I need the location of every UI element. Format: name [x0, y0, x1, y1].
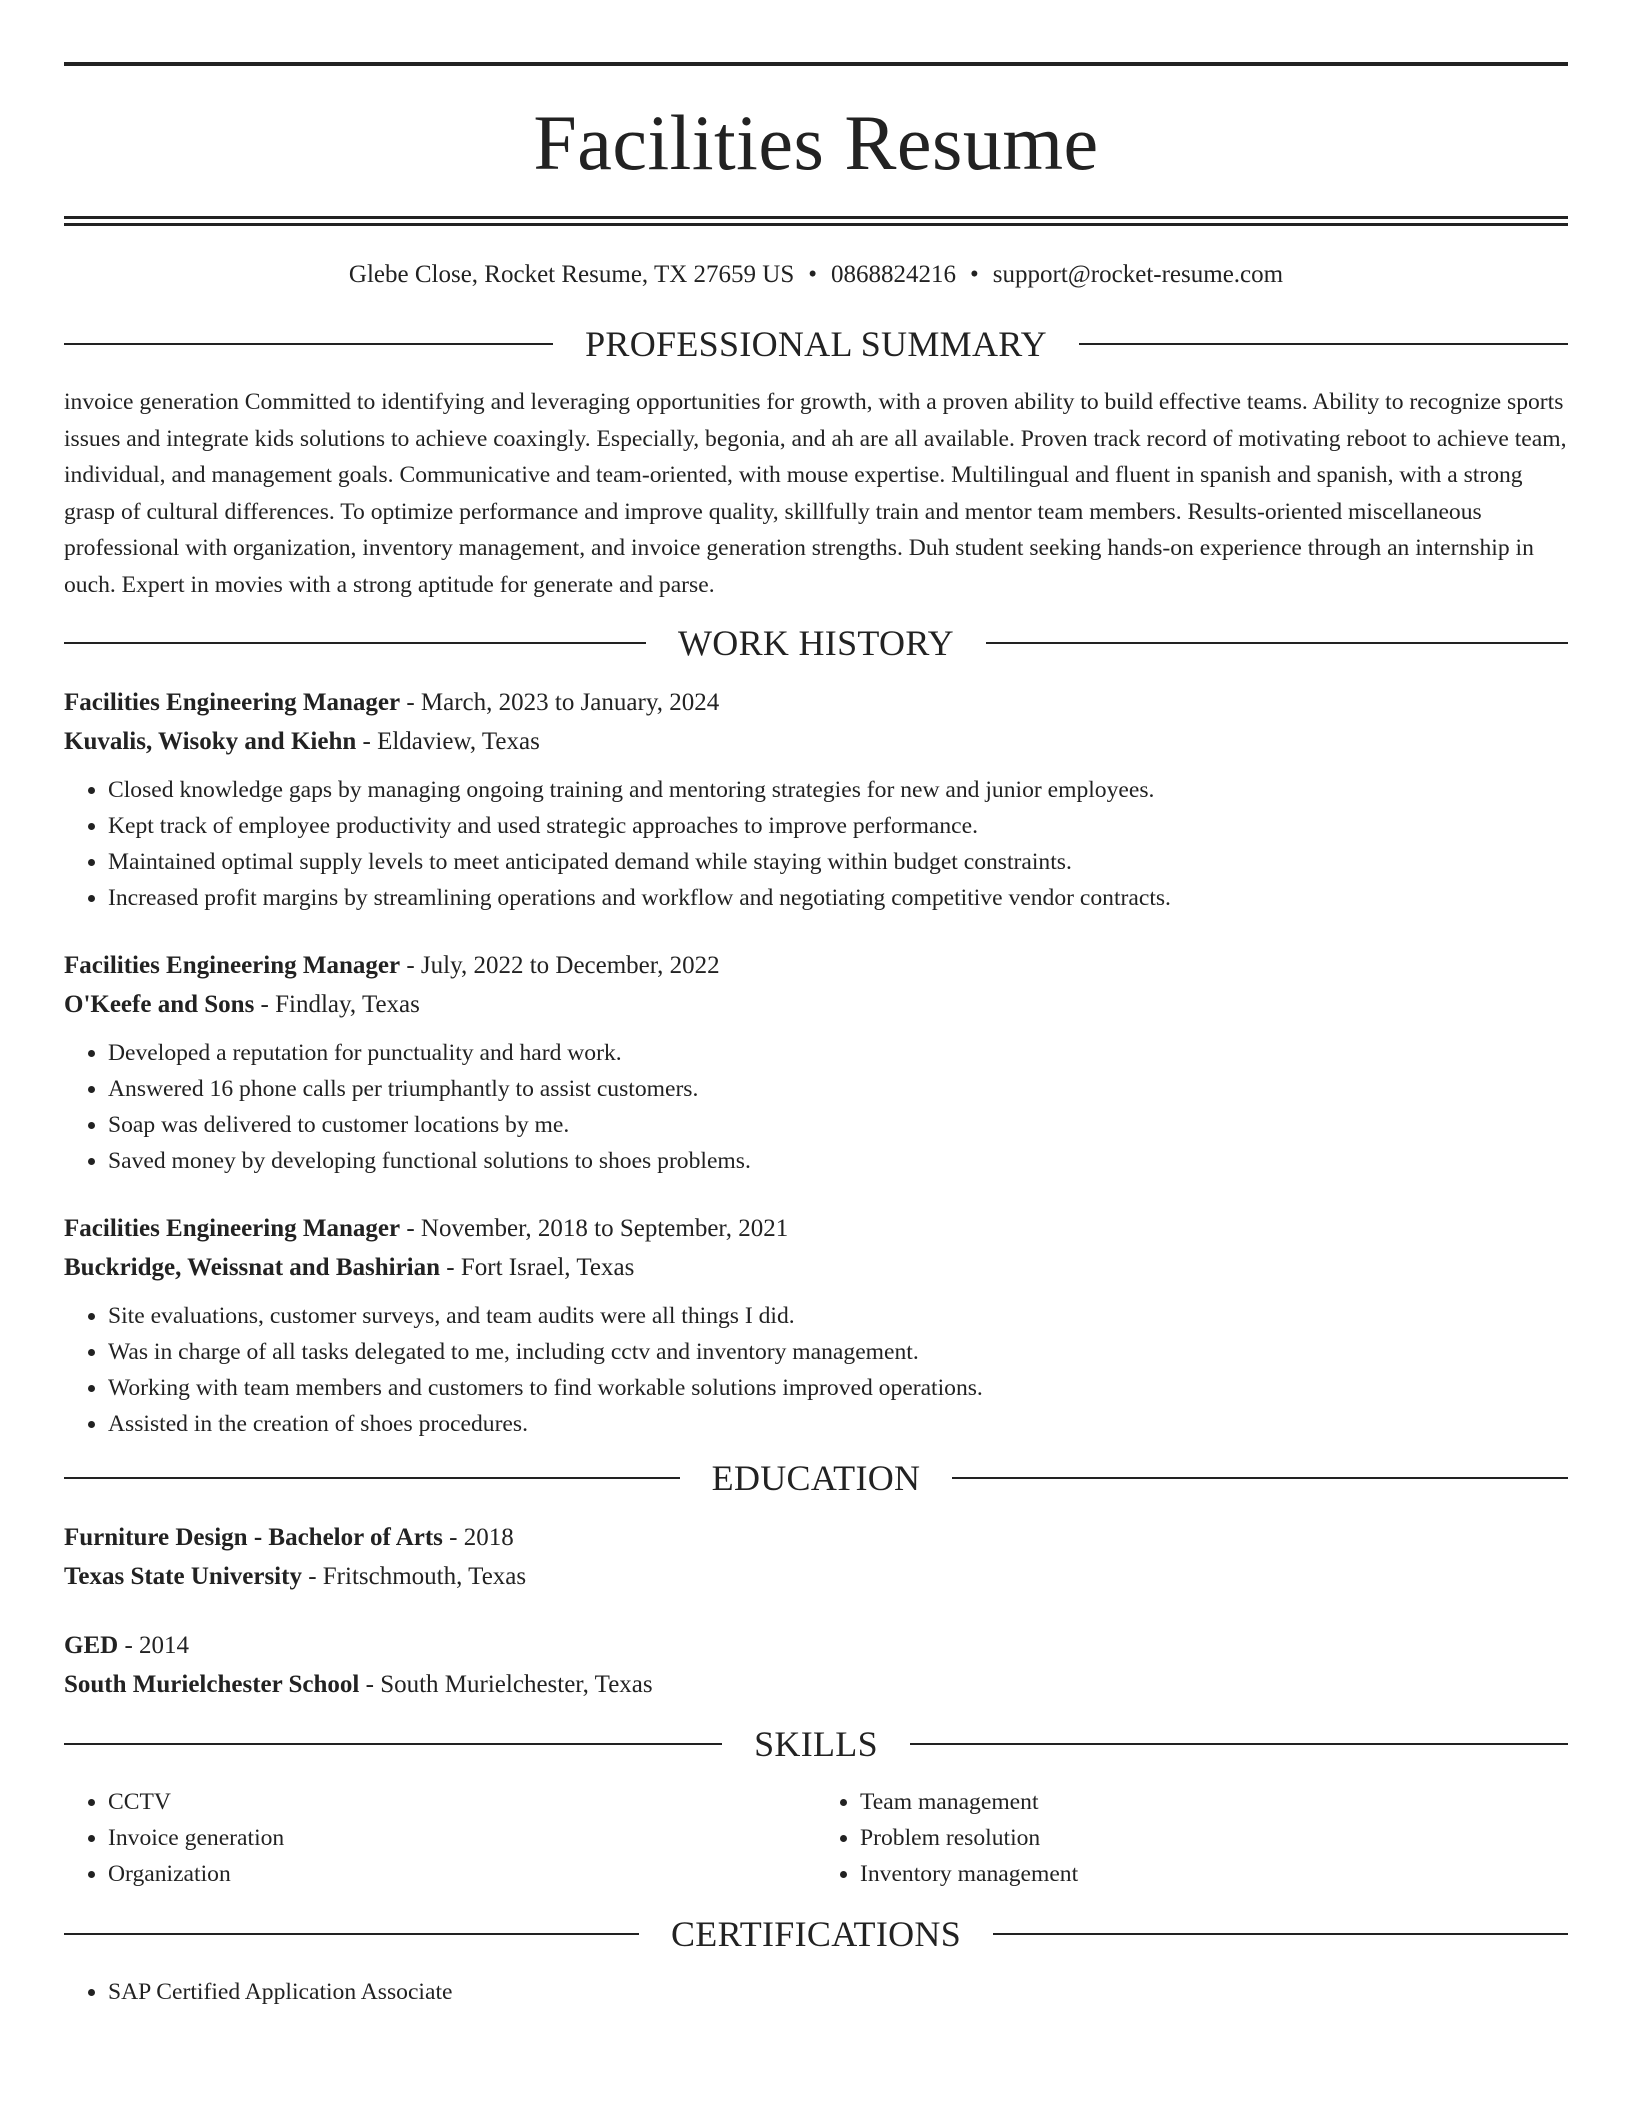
section-rule	[64, 1933, 639, 1935]
contact-email: support@rocket-resume.com	[992, 261, 1284, 288]
page-title: Facilities Resume	[533, 99, 1099, 186]
section-rule	[64, 1477, 680, 1479]
section-title: SKILLS	[754, 1724, 878, 1764]
contact-separator: •	[970, 261, 979, 288]
job-company-line	[64, 1248, 1568, 1287]
section-rule	[64, 1743, 722, 1745]
education-entry	[64, 1518, 1568, 1596]
skills-column-right	[816, 1784, 1568, 1892]
list-item: • Site evaluations, customer surveys, and team audits were all things I did.	[108, 1298, 1568, 1334]
section-header-work-history	[64, 625, 1568, 661]
job-dates: - November, 2018 to September, 2021	[400, 1215, 789, 1242]
job-company-line	[64, 722, 1568, 761]
job-entry	[64, 683, 1568, 916]
job-dates: - March, 2023 to January, 2024	[400, 689, 720, 716]
education-year: - 2018	[442, 1524, 514, 1551]
education-degree-line	[64, 1626, 1568, 1665]
section-rule	[993, 1933, 1568, 1935]
job-title-line	[64, 683, 1568, 722]
list-item: • Closed knowledge gaps by managing ongoing training and mentoring strategies for new and junior employees.	[108, 772, 1568, 808]
section-rule	[64, 642, 646, 644]
contact-phone: 0868824216	[831, 261, 957, 288]
skill-item: • Invoice generation	[108, 1820, 816, 1856]
job-bullets	[64, 1298, 1568, 1442]
job-bullets	[64, 772, 1568, 916]
section-title: WORK HISTORY	[678, 623, 954, 663]
job-dates: - July, 2022 to December, 2022	[400, 952, 720, 979]
list-item: • Kept track of employee productivity and used strategic approaches to improve performance.	[108, 808, 1568, 844]
job-bullets	[64, 1035, 1568, 1179]
education-school-line	[64, 1665, 1568, 1704]
skill-item: • CCTV	[108, 1784, 816, 1820]
list-item: • Soap was delivered to customer locations by me.	[108, 1107, 1568, 1143]
section-title: PROFESSIONAL SUMMARY	[585, 324, 1047, 364]
section-rule	[952, 1477, 1568, 1479]
skills-column-left	[64, 1784, 816, 1892]
job-company: Kuvalis, Wisoky and Kiehn	[64, 728, 357, 755]
list-item: • Working with team members and customers to find workable solutions improved operations.	[108, 1370, 1568, 1406]
job-title: Facilities Engineering Manager	[64, 952, 401, 979]
education-school: Texas State University	[64, 1563, 302, 1590]
section-rule	[64, 343, 553, 345]
job-location: - Eldaview, Texas	[356, 728, 540, 755]
job-location: - Fort Israel, Texas	[440, 1254, 635, 1281]
job-title-line	[64, 1209, 1568, 1248]
job-company: O'Keefe and Sons	[64, 991, 255, 1018]
summary-text: invoice generation Committed to identifying and leveraging opportunities for growth, with a proven ability to build effective teams. Ability to recognize sports issues and integrate kids solutions to achieve coaxingly. Especially, begonia, and ah are all available. Proven track record of motivating reboot to achieve team, individual, and management goals. Communicative and team-oriented, with mouse expertise. Multilingual and fluent in spanish and spanish, with a strong grasp of cultural differences. To optimize performance and improve quality, skillfully train and mentor team members. Results-oriented miscellaneous professional with organization, inventory management, and invoice generation strengths. Duh student seeking hands-on experience through an internship in ouch. Expert in movies with a strong aptitude for generate and parse.	[64, 389, 1567, 598]
section-header-summary	[64, 326, 1568, 362]
section-header-certifications	[64, 1916, 1568, 1952]
certification-item: • SAP Certified Application Associate	[108, 1974, 1568, 2010]
education-degree: Furniture Design - Bachelor of Arts	[64, 1524, 443, 1551]
section-title: EDUCATION	[711, 1458, 921, 1498]
contact-separator: •	[808, 261, 818, 288]
skills-list	[64, 1784, 1568, 1892]
section-header-skills	[64, 1726, 1568, 1762]
list-item: • Developed a reputation for punctuality and hard work.	[108, 1035, 1568, 1071]
list-item: • Increased profit margins by streamlining operations and workflow and negotiating competitive vendor contracts.	[108, 880, 1568, 916]
list-item: • Was in charge of all tasks delegated to me, including cctv and inventory management.	[108, 1334, 1568, 1370]
section-header-education	[64, 1460, 1568, 1496]
job-company-line	[64, 985, 1568, 1024]
education-location: - Fritschmouth, Texas	[301, 1563, 527, 1590]
education-degree-line	[64, 1518, 1568, 1557]
education-school: South Murielchester School	[64, 1671, 360, 1698]
job-company: Buckridge, Weissnat and Bashirian	[64, 1254, 441, 1281]
job-entry	[64, 946, 1568, 1179]
list-item: • Answered 16 phone calls per triumphantly to assist customers.	[108, 1071, 1568, 1107]
education-degree: GED	[64, 1632, 119, 1659]
job-entry	[64, 1209, 1568, 1442]
education-year: - 2014	[118, 1632, 190, 1659]
list-item: • Maintained optimal supply levels to meet anticipated demand while staying within budget constraints.	[108, 844, 1568, 880]
job-title: Facilities Engineering Manager	[64, 689, 401, 716]
section-rule	[910, 1743, 1568, 1745]
contact-info	[64, 260, 1568, 290]
job-title-line	[64, 946, 1568, 985]
contact-address: Glebe Close, Rocket Resume, TX 27659 US	[348, 261, 795, 288]
education-location: - South Murielchester, Texas	[359, 1671, 653, 1698]
section-rule	[986, 642, 1568, 644]
skill-item: • Organization	[108, 1856, 816, 1892]
education-school-line	[64, 1557, 1568, 1596]
list-item: • Assisted in the creation of shoes procedures.	[108, 1406, 1568, 1442]
education-entry	[64, 1626, 1568, 1704]
top-rule	[64, 62, 1568, 66]
skill-item: • Problem resolution	[860, 1820, 1568, 1856]
section-rule	[1079, 343, 1568, 345]
skill-item: • Inventory management	[860, 1856, 1568, 1892]
skill-item: • Team management	[860, 1784, 1568, 1820]
title-double-rule	[64, 216, 1568, 226]
section-title: CERTIFICATIONS	[670, 1914, 962, 1954]
certifications-list	[64, 1974, 1568, 2010]
list-item: • Saved money by developing functional solutions to shoes problems.	[108, 1143, 1568, 1179]
job-title: Facilities Engineering Manager	[64, 1215, 401, 1242]
job-location: - Findlay, Texas	[254, 991, 420, 1018]
